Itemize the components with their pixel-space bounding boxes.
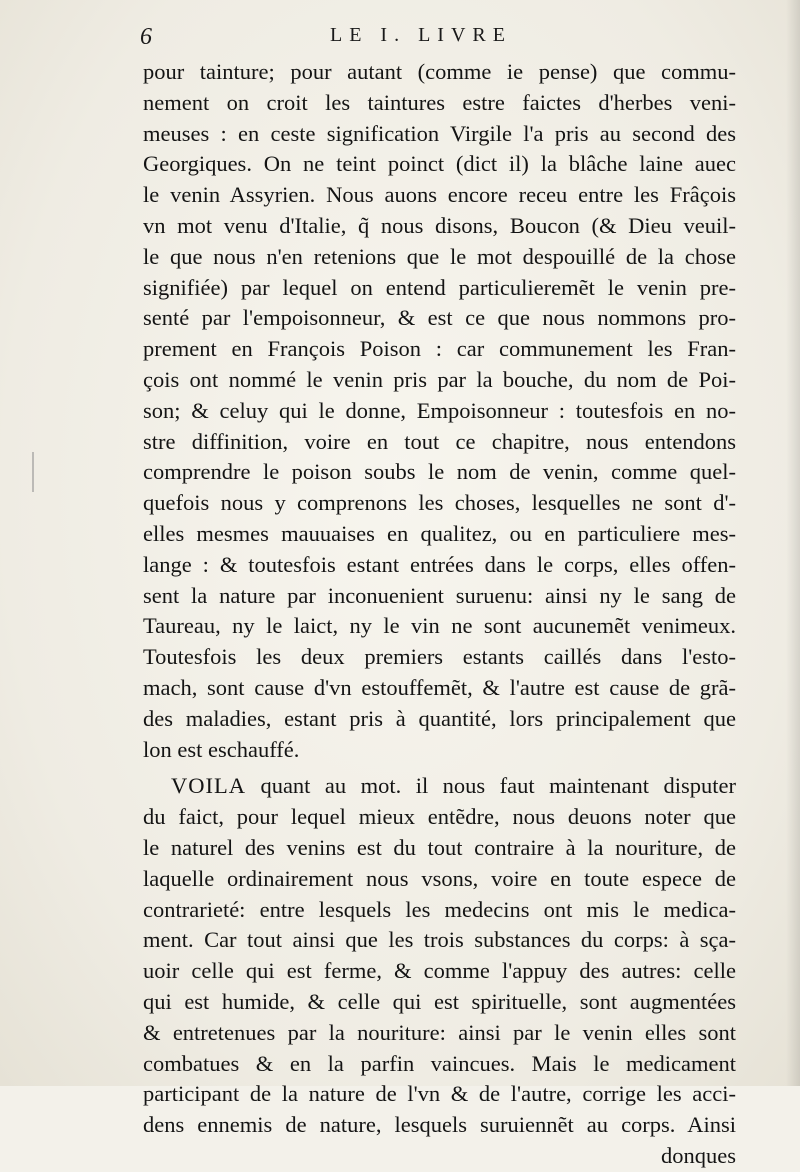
text-line: & entretenues par la nouriture: ainsi par le venin elles sont [143, 1019, 736, 1045]
text-line: çois ont nommé le venin pris par la bouche, du nom de Poi- [143, 366, 736, 392]
text-line: elles mesmes mauuaises en qualitez, ou en particuliere mes- [143, 520, 736, 546]
text-line: laquelle ordinairement nous vsons, voire en toute espece de [143, 865, 736, 891]
paragraph-opening-line [143, 771, 736, 802]
text-line: le naturel des venins est du tout contraire à la nouriture, de [143, 834, 736, 860]
opening-line-text: quant au mot. il nous faut maintenant disputer [245, 773, 736, 799]
text-line: contrarieté: entre lesquels les medecins ont mis le medica- [143, 896, 736, 922]
page-number: 6 [140, 24, 152, 50]
text-line: lange : & toutesfois estant entrées dans le corps, elles offen- [143, 551, 736, 577]
text-line: Georgiques. On ne teint poinct (dict il) la blâche laine auec [143, 151, 736, 177]
text-line: prement en François Poison : car communement les Fran- [143, 336, 736, 362]
text-line: du faict, pour lequel mieux entẽdre, nous deuons noter que [143, 804, 736, 830]
text-line: le que nous n'en retenions que le mot despouillé de la chose [143, 243, 736, 269]
text-line: meuses : en ceste signification Virgile l'a pris au second des [143, 120, 736, 146]
text-line: signifiée) par lequel on entend particulieremẽt le venin pre- [143, 274, 736, 300]
text-line: des maladies, estant pris à quantité, lors principalement que [143, 705, 736, 731]
text-line: senté par l'empoisonneur, & est ce que nous nommons pro- [143, 305, 736, 331]
text-line: stre diffinition, voire en tout ce chapitre, nous entendons [143, 428, 736, 454]
margin-mark [32, 452, 34, 492]
text-line: le venin Assyrien. Nous auons encore receu entre les Frâçois [143, 182, 736, 208]
text-line: quefois nous y comprenons les choses, lesquelles ne sont d'- [143, 490, 736, 516]
text-line: pour tainture; pour autant (comme ie pense) que commu- [143, 59, 736, 84]
text-line: sent la nature par inconuenient suruenu: ainsi ny le sang de [143, 582, 736, 608]
text-line: combatues & en la parfin vaincues. Mais le medicament [143, 1050, 736, 1076]
text-line: vn mot venu d'Italie, q̃ nous disons, Boucon (& Dieu veuil- [143, 212, 736, 238]
text-line: Toutesfois les deux premiers estants caillés dans l'esto- [143, 644, 736, 670]
text-line: uoir celle qui est ferme, & comme l'appuy des autres: celle [143, 958, 736, 984]
catchword: donques [661, 1142, 736, 1168]
paragraph-2 [143, 771, 736, 1171]
text-line: comprendre le poison soubs le nom de venin, comme quel- [143, 459, 736, 485]
text-line: lon est eschauffé. [143, 736, 300, 762]
running-title: LE I. LIVRE [330, 24, 512, 46]
text-line: mach, sont cause d'vn estouffemẽt, & l'autre est cause de grã- [143, 674, 736, 700]
running-head [140, 24, 740, 54]
gutter-shadow [786, 0, 800, 1086]
text-line: qui est humide, & celle qui est spirituelle, sont augmentées [143, 988, 736, 1014]
text-line: nement on croit les taintures estre faictes d'herbes veni- [143, 89, 736, 115]
text-block [143, 57, 736, 1172]
text-line: participant de la nature de l'vn & de l'autre, corrige les acci- [143, 1081, 736, 1107]
lead-word: VOILA [171, 773, 246, 799]
text-line: dens ennemis de nature, lesquels suruiennẽt au corps. Ainsi [143, 1112, 736, 1138]
paragraph-1 [143, 57, 736, 765]
text-line: Taureau, ny le laict, ny le vin ne sont aucunemẽt venimeux. [143, 613, 736, 639]
text-line: ment. Car tout ainsi que les trois substances du corps: à sça- [143, 927, 736, 953]
text-line: son; & celuy qui le donne, Empoisonneur : toutesfois en no- [143, 397, 736, 423]
